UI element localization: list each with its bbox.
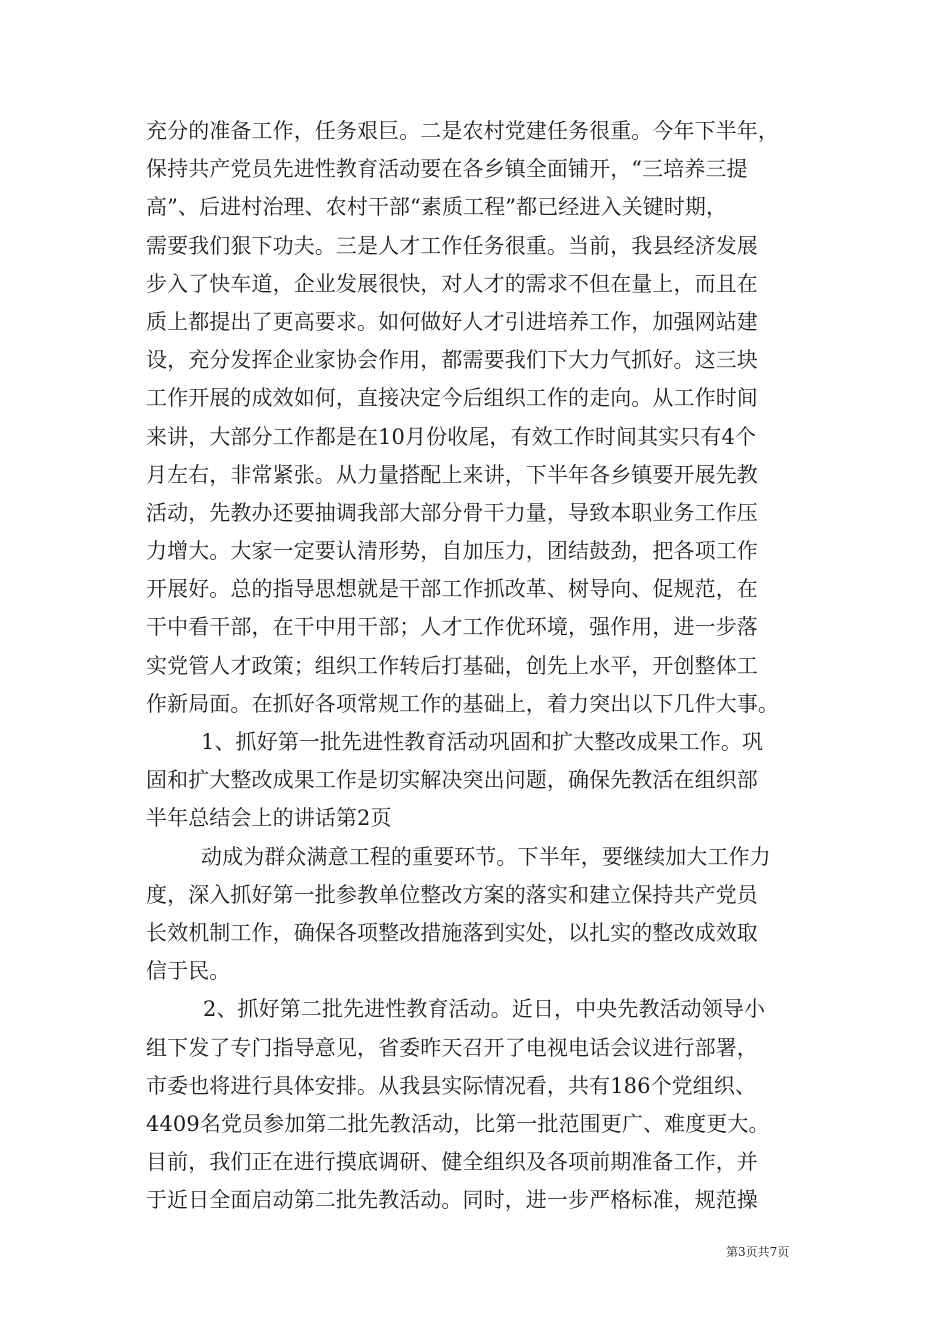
text-line: 度，深入抓好第一批参教单位整改方案的落实和建立保持共产党员 xyxy=(146,882,758,907)
text-line: 市委也将进行具体安排。从我县实际情况看，共有186个党组织、 xyxy=(146,1073,757,1098)
text-line: 开展好。总的指导思想就是干部工作抓改革、树导向、促规范，在 xyxy=(146,577,758,602)
text-line: 于近日全面启动第二批先教活动。同时，进一步严格标准，规范操 xyxy=(146,1188,758,1213)
text-line: 保持共产党员先进性教育活动要在各乡镇全面铺开，“三培养三提 xyxy=(146,157,748,182)
page-break-title: 半年总结会上的讲话第2页 xyxy=(146,806,392,831)
text-line: 月左右，非常紧张。从力量搭配上来讲，下半年各乡镇要开展先教 xyxy=(146,462,758,487)
text-line: 活动，先教办还要抽调我部大部分骨干力量，导致本职业务工作压 xyxy=(146,500,758,525)
text-line: 信于民。 xyxy=(146,959,231,984)
text-line: 来讲，大部分工作都是在10月份收尾，有效工作时间其实只有4个 xyxy=(146,424,757,449)
section-2-heading: 2、抓好第二批先进性教育活动。近日，中央先教活动领导小 xyxy=(203,997,766,1022)
body-text xyxy=(146,112,816,1219)
text-line: 组下发了专门指导意见，省委昨天召开了电视电话会议进行部署， xyxy=(146,1035,758,1060)
text-line: 步入了快车道，企业发展很快，对人才的需求不但在量上，而且在 xyxy=(146,271,758,296)
text-line: 实党管人才政策；组织工作转后打基础，创先上水平，开创整体工 xyxy=(146,653,758,678)
paragraph-start: 动成为群众满意工程的重要环节。下半年，要继续加大工作力 xyxy=(201,844,771,869)
text-line: 4409名党员参加第二批先教活动，比第一批范围更广、难度更大。 xyxy=(146,1111,770,1136)
text-line: 需要我们狠下功夫。三是人才工作任务很重。当前，我县经济发展 xyxy=(146,233,758,258)
text-line: 设，充分发挥企业家协会作用，都需要我们下大力气抓好。这三块 xyxy=(146,348,758,373)
text-line: 固和扩大整改成果工作是切实解决突出问题，确保先教活在组织部 xyxy=(146,768,758,793)
section-1-heading: 1、抓好第一批先进性教育活动巩固和扩大整改成果工作。巩 xyxy=(201,730,764,754)
text-line: 工作开展的成效如何，直接决定今后组织工作的走向。从工作时间 xyxy=(146,386,758,411)
text-line: 目前，我们正在进行摸底调研、健全组织及各项前期准备工作，并 xyxy=(146,1150,758,1175)
text-line: 干中看干部，在干中用干部；人才工作优环境，强作用，进一步落 xyxy=(146,615,758,640)
page-number: 第3页共7页 xyxy=(726,1245,790,1259)
text-line: 作新局面。在抓好各项常规工作的基础上，着力突出以下几件大事。 xyxy=(146,691,779,716)
text-line: 力增大。大家一定要认清形势，自加压力，团结鼓劲，把各项工作 xyxy=(146,539,758,564)
text-line: 高”、后进村治理、农村干部“素质工程”都已经进入关键时期， xyxy=(146,195,728,220)
text-line: 充分的准备工作，任务艰巨。二是农村党建任务很重。今年下半年， xyxy=(146,119,779,143)
text-line: 质上都提出了更高要求。如何做好人才引进培养工作，加强网站建 xyxy=(146,309,758,334)
text-line: 长效机制工作，确保各项整改措施落到实处，以扎实的整改成效取 xyxy=(146,920,758,945)
